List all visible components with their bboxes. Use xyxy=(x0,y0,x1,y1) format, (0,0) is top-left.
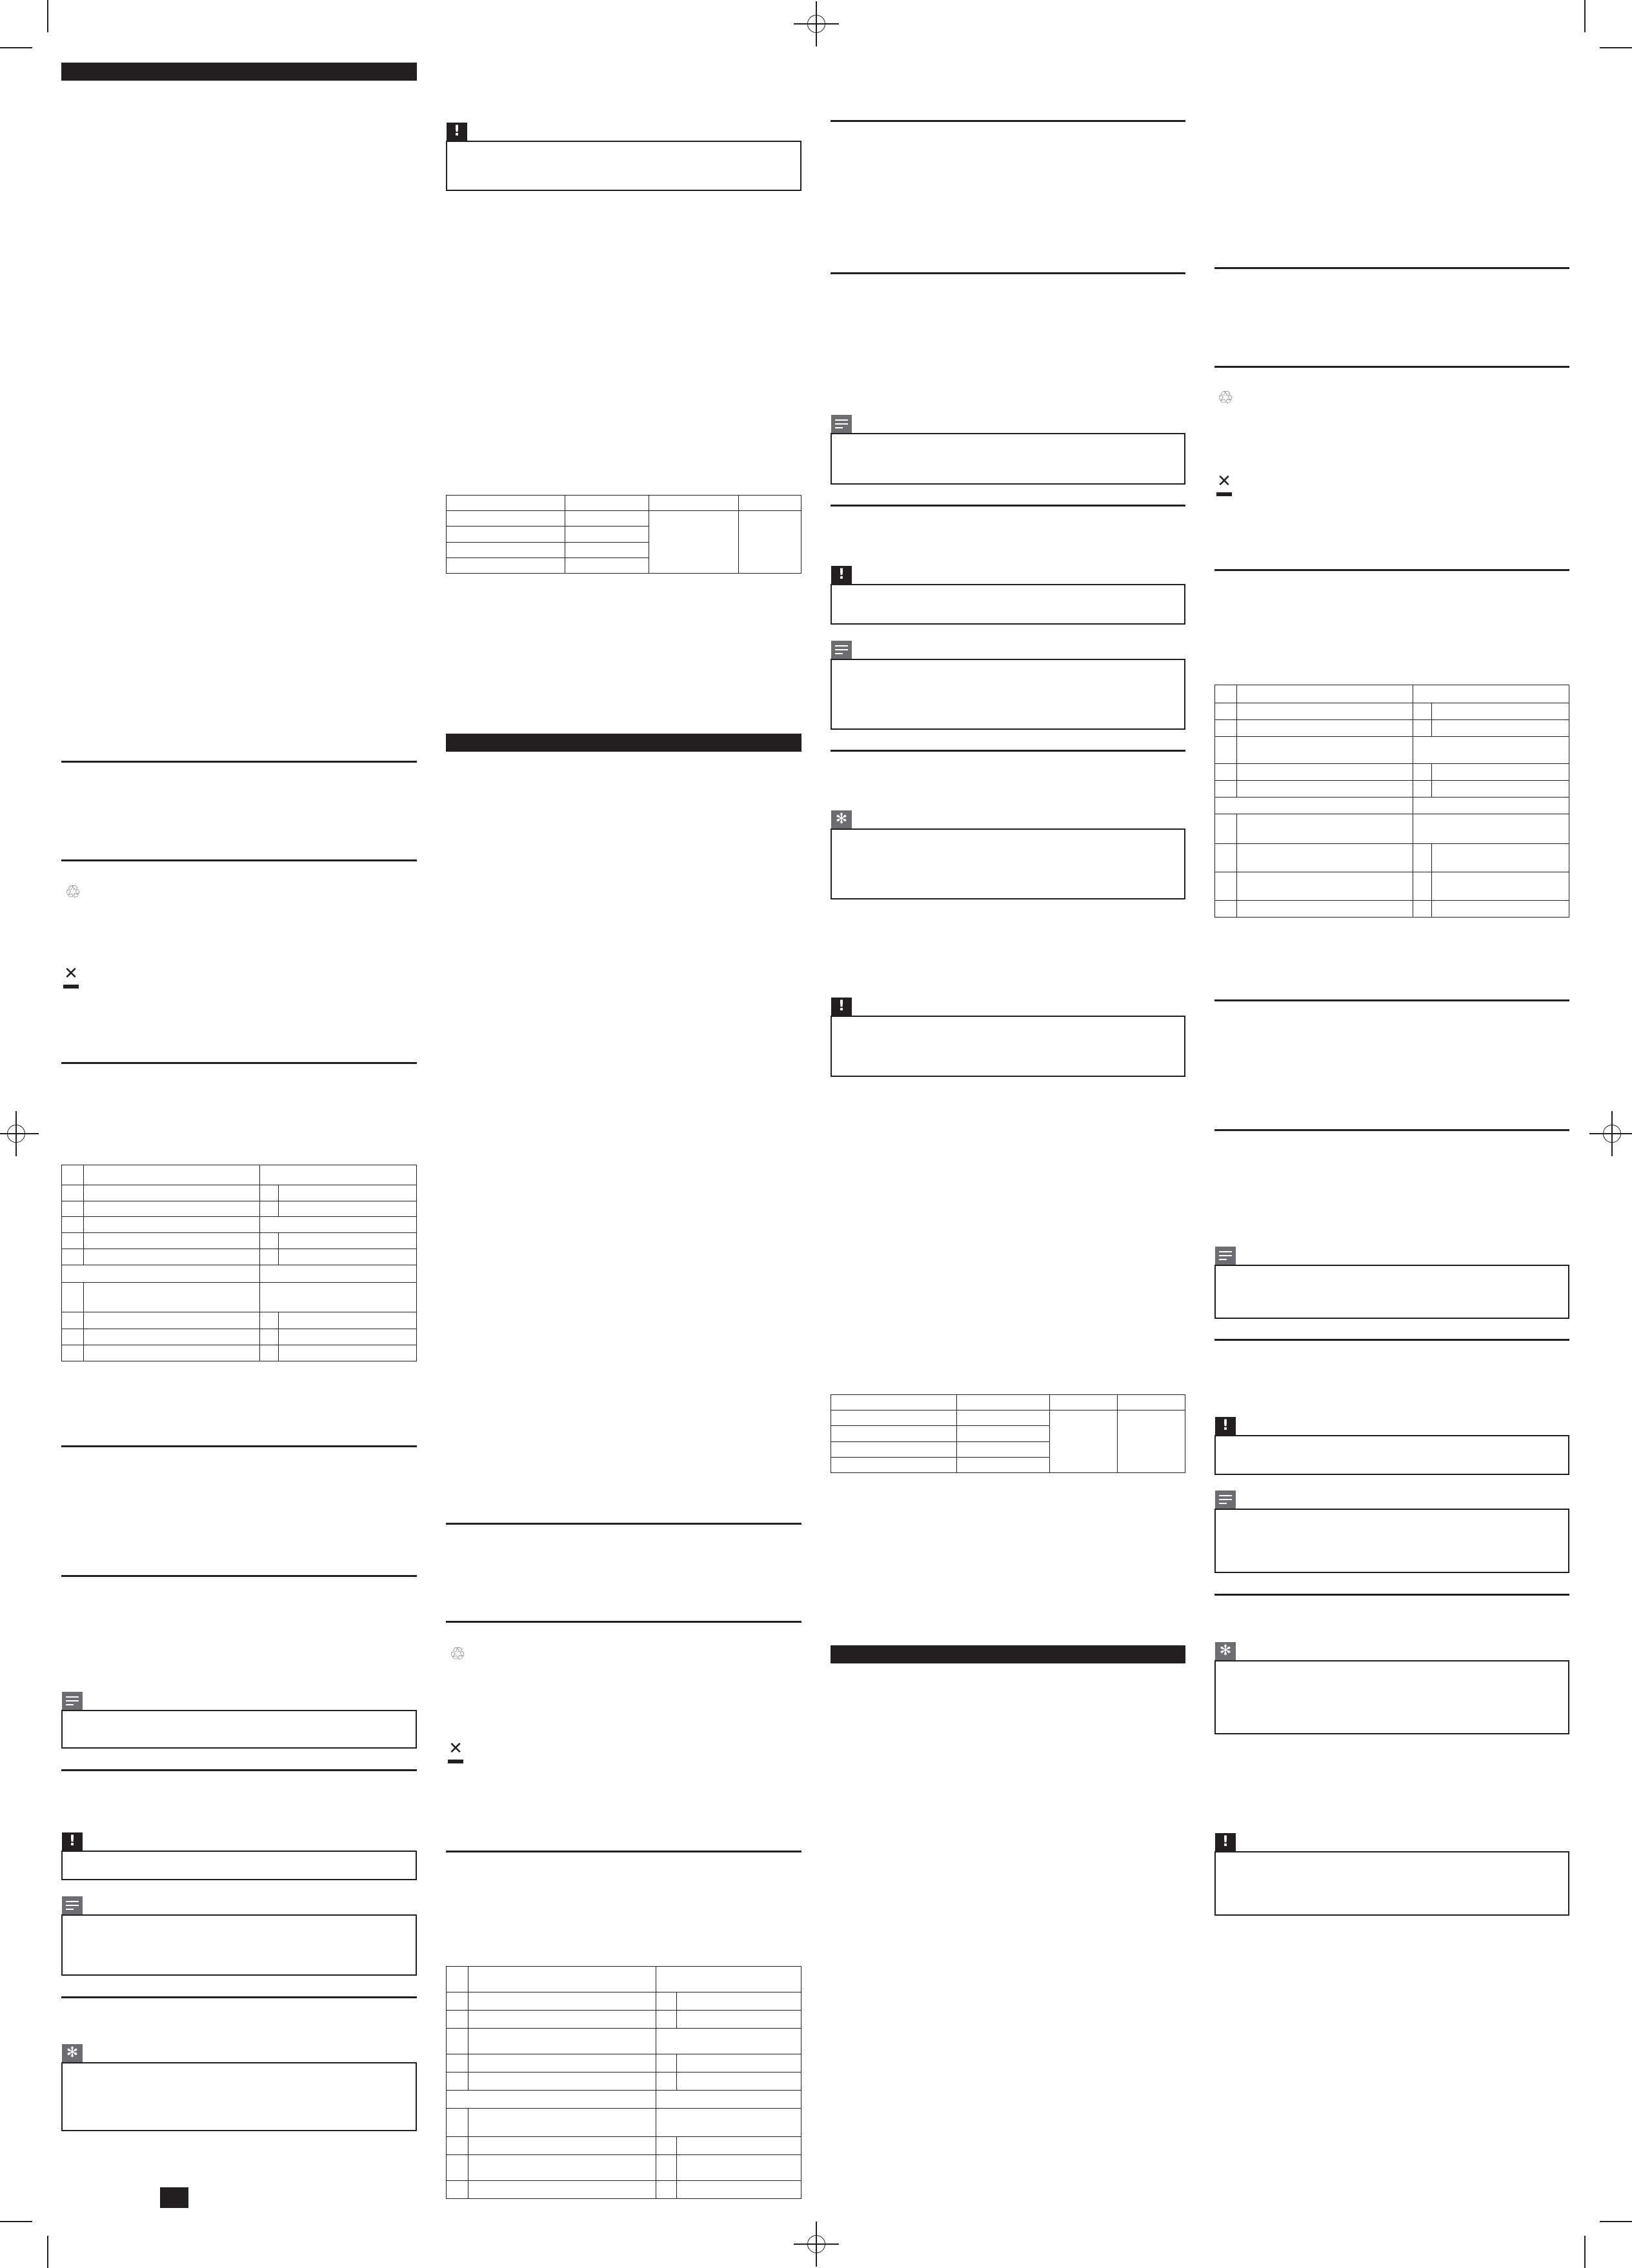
note-box xyxy=(831,659,1185,730)
section-rule xyxy=(61,1996,417,1998)
section-rule xyxy=(1214,1129,1569,1131)
section-rule xyxy=(831,272,1185,274)
section-rule xyxy=(1214,1594,1569,1596)
tip-box xyxy=(831,828,1185,899)
crossed-bin-icon: ✕ xyxy=(448,1740,463,1763)
section-rule xyxy=(61,1575,417,1577)
caution-box xyxy=(61,1851,417,1880)
caution-icon: ! xyxy=(447,123,467,141)
note-icon xyxy=(1215,1490,1236,1509)
section-rule xyxy=(1214,267,1569,269)
section-rule xyxy=(61,1445,417,1447)
section-rule xyxy=(446,1851,801,1852)
crossed-bin-icon: ✕ xyxy=(1216,473,1232,496)
tip-icon: ✻ xyxy=(62,2044,83,2062)
registration-mark-top xyxy=(794,1,839,46)
caution-icon: ! xyxy=(62,1832,83,1851)
section-rule xyxy=(1214,999,1569,1001)
note-icon xyxy=(831,641,852,659)
registration-mark-bottom xyxy=(794,2222,839,2267)
note-icon xyxy=(62,1896,83,1914)
section-rule xyxy=(61,1062,417,1064)
caution-icon: ! xyxy=(1215,1833,1236,1851)
section-rule xyxy=(61,761,417,763)
caution-box xyxy=(831,584,1185,625)
note-box xyxy=(1214,1509,1569,1573)
recycle-icon: ♲ xyxy=(1217,387,1234,408)
section-rule xyxy=(446,1523,801,1525)
specification-table xyxy=(446,1966,801,2199)
compatibility-table xyxy=(831,1394,1185,1473)
tip-box xyxy=(1214,1660,1569,1734)
section-rule xyxy=(61,859,417,861)
note-box xyxy=(831,433,1185,485)
recycle-icon: ♲ xyxy=(65,881,81,903)
section-rule xyxy=(1214,1339,1569,1341)
registration-mark-right xyxy=(1589,1111,1632,1156)
tip-box xyxy=(61,2062,417,2131)
section-rule xyxy=(446,1621,801,1623)
note-box xyxy=(1214,1265,1569,1319)
section-rule xyxy=(831,505,1185,507)
page-number-tab xyxy=(160,2187,188,2208)
language-section-header-bar xyxy=(831,1645,1185,1663)
note-icon xyxy=(62,1692,83,1710)
section-rule xyxy=(1214,569,1569,571)
compatibility-table xyxy=(446,495,801,574)
language-section-header-bar xyxy=(446,734,801,752)
section-rule xyxy=(1214,366,1569,368)
note-box xyxy=(61,1914,417,1976)
caution-box xyxy=(1214,1851,1569,1916)
language-section-header-bar xyxy=(61,63,417,81)
section-rule xyxy=(831,750,1185,752)
caution-icon: ! xyxy=(831,998,852,1016)
caution-box xyxy=(1214,1435,1569,1475)
note-icon xyxy=(1215,1247,1236,1265)
tip-icon: ✻ xyxy=(831,810,852,828)
caution-icon: ! xyxy=(831,566,852,584)
caution-box xyxy=(446,141,801,191)
section-rule xyxy=(831,120,1185,122)
recycle-icon: ♲ xyxy=(449,1643,466,1665)
caution-icon: ! xyxy=(1215,1417,1236,1435)
tip-icon: ✻ xyxy=(1215,1642,1236,1660)
specification-table xyxy=(61,1165,417,1361)
note-box xyxy=(61,1710,417,1749)
section-rule xyxy=(61,1769,417,1771)
caution-box xyxy=(831,1016,1185,1077)
registration-mark-left xyxy=(0,1111,39,1156)
crossed-bin-icon: ✕ xyxy=(63,965,79,988)
specification-table xyxy=(1214,685,1569,918)
note-icon xyxy=(831,415,852,433)
